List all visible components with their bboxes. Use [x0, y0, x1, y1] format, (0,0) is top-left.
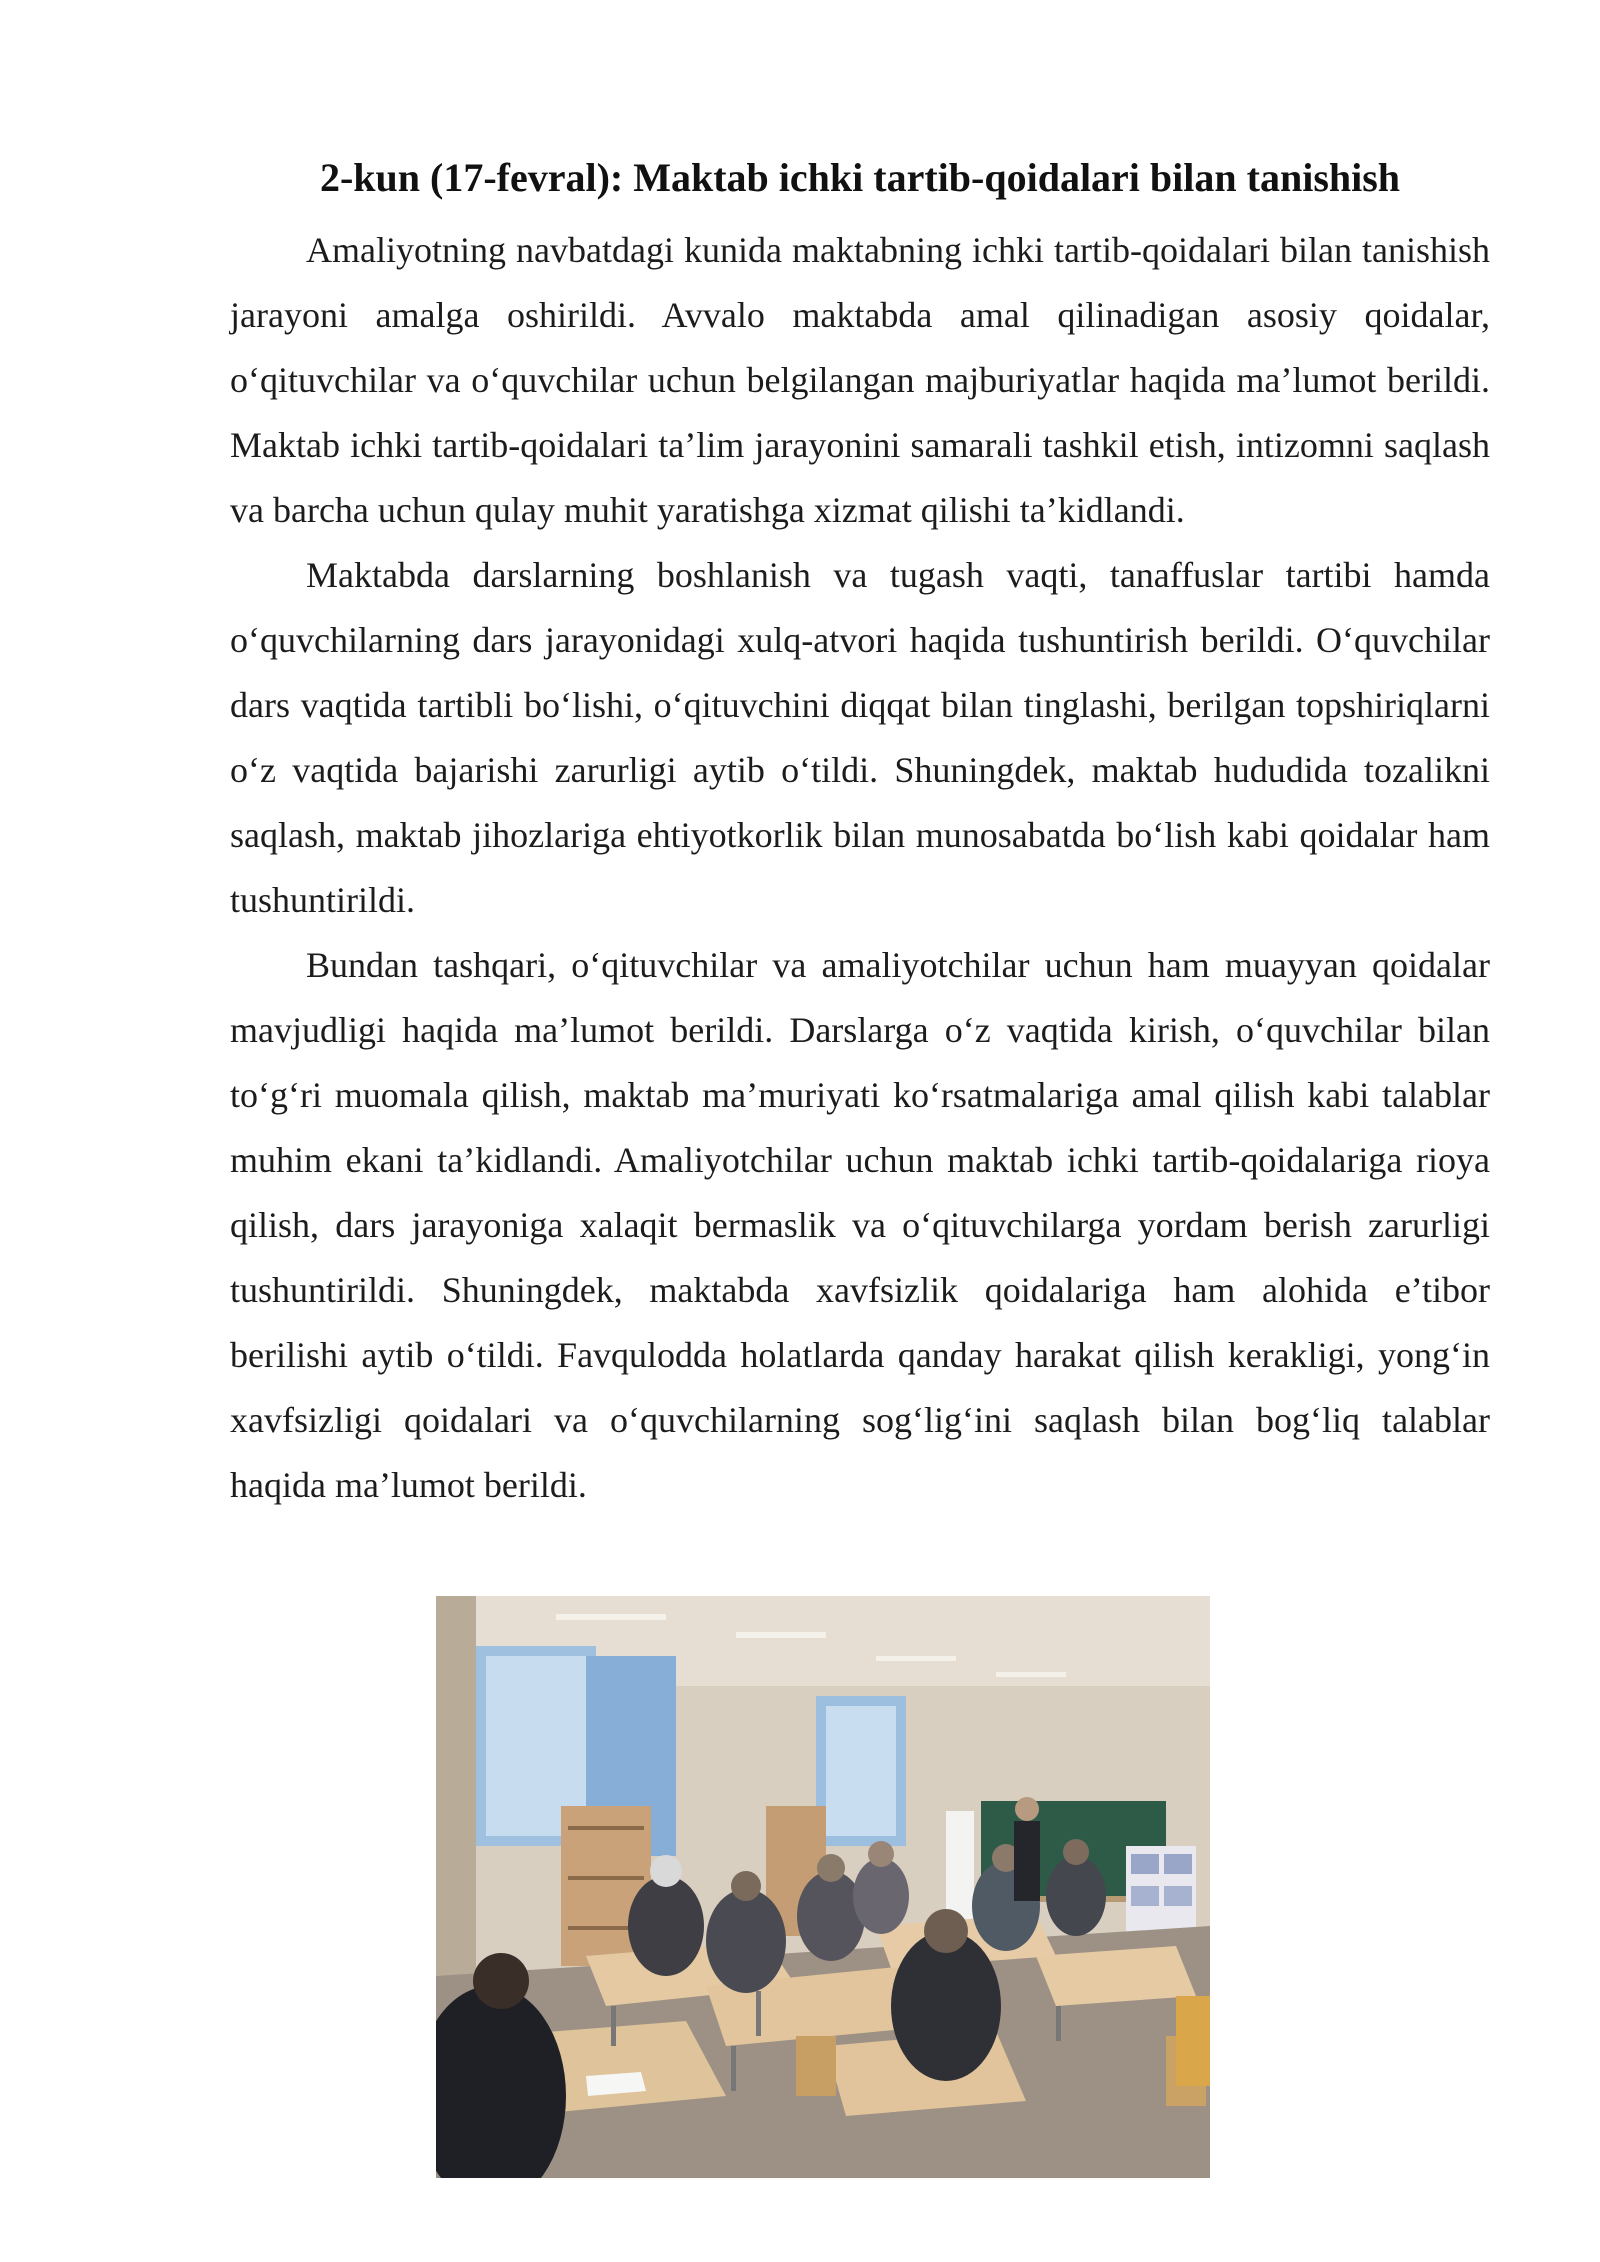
body-text	[230, 218, 1490, 1518]
classroom-photo	[436, 1596, 1210, 2178]
page-title: 2-kun (17-fevral): Maktab ichki tartib-qoidalari bilan tanishish	[319, 155, 1401, 200]
paragraph-1: Amaliyotning navbatdagi kunida maktabning ichki tartib-qoidalari bilan tanishish jarayoni amalga oshirildi. Avvalo maktabda amal qilinadigan asosiy qoidalar, o‘qituvchilar va o‘quvchilar uchun belgilangan majburiyatlar haqida ma’lumot berildi. Maktab ichki tartib-qoidalari ta’lim jarayonini samarali tashkil etish, intizomni saqlash va barcha uchun qulay muhit yaratishga xizmat qilishi ta’kidlandi.	[230, 230, 1490, 530]
paragraph-2: Maktabda darslarning boshlanish va tugash vaqti, tanaffuslar tartibi hamda o‘quvchilarning dars jarayonidagi xulq-atvori haqida tushuntirish berildi. O‘quvchilar dars vaqtida tartibli bo‘lishi, o‘qituvchini diqqat bilan tinglashi, berilgan topshiriqlarni o‘z vaqtida bajarishi zarurligi aytib o‘tildi. Shuningdek, maktab hududida tozalikni saqlash, maktab jihozlariga ehtiyotkorlik bilan munosabatda bo‘lish kabi qoidalar ham tushuntirildi.	[230, 555, 1490, 920]
paragraph-3: Bundan tashqari, o‘qituvchilar va amaliyotchilar uchun ham muayyan qoidalar mavjudligi haqida ma’lumot berildi. Darslarga o‘z vaqtida kirish, o‘quvchilar bilan to‘g‘ri muomala qilish, maktab ma’muriyati ko‘rsatmalariga amal qilish kabi talablar muhim ekani ta’kidlandi. Amaliyotchilar uchun maktab ichki tartib-qoidalariga rioya qilish, dars jarayoniga xalaqit bermaslik va o‘qituvchilarga yordam berish zarurligi tushuntirildi. Shuningdek, maktabda xavfsizlik qoidalariga ham alohida e’tibor berilishi aytib o‘tildi. Favqulodda holatlarda qanday harakat qilish kerakligi, yong‘in xavfsizligi qoidalari va o‘quvchilarning sog‘lig‘ini saqlash bilan bog‘liq talablar haqida ma’lumot berildi.	[230, 945, 1490, 1505]
